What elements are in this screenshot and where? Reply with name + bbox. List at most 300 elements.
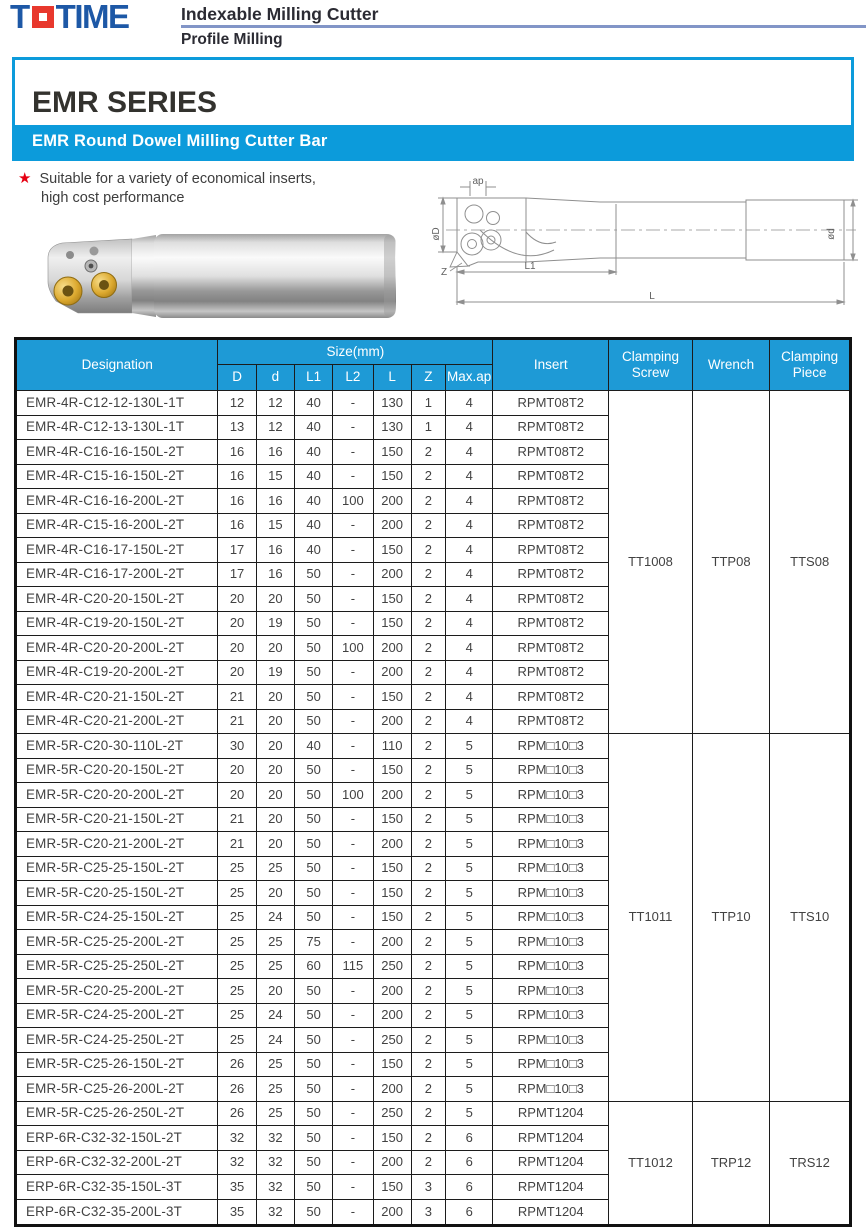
wrench-cell: TTP08 [692,391,770,734]
L-cell: 200 [373,489,411,514]
d-cell: 15 [256,513,294,538]
designation-cell: EMR-4R-C19-20-200L-2T [16,660,218,685]
Z-cell: 2 [411,562,445,587]
designation-cell: EMR-4R-C12-13-130L-1T [16,415,218,440]
designation-cell: EMR-5R-C25-25-250L-2T [16,954,218,979]
L1-cell: 50 [294,1199,332,1226]
D-cell: 20 [218,611,256,636]
d-cell: 20 [256,832,294,857]
D-cell: 30 [218,734,256,759]
logo-letters-time: TIME [55,0,129,35]
insert-cell: RPM□10□3 [493,758,609,783]
L2-cell: - [333,587,373,612]
L-cell: 200 [373,832,411,857]
L-cell: 200 [373,1150,411,1175]
col-Z: Z [411,365,445,391]
L-cell: 150 [373,905,411,930]
d-cell: 20 [256,881,294,906]
Z-cell: 2 [411,660,445,685]
d-cell: 16 [256,562,294,587]
designation-cell: EMR-4R-C15-16-150L-2T [16,464,218,489]
d-cell: 12 [256,415,294,440]
L-cell: 150 [373,1126,411,1151]
L2-cell: - [333,979,373,1004]
table-row [16,391,851,416]
L-cell: 250 [373,1028,411,1053]
maxap-cell: 4 [446,489,493,514]
Z-cell: 2 [411,587,445,612]
designation-cell: EMR-4R-C16-16-200L-2T [16,489,218,514]
D-cell: 20 [218,783,256,808]
designation-cell: EMR-5R-C20-30-110L-2T [16,734,218,759]
maxap-cell: 6 [446,1150,493,1175]
insert-cell: RPMT08T2 [493,660,609,685]
D-cell: 25 [218,1003,256,1028]
Z-cell: 2 [411,832,445,857]
brand-logo [10,0,129,34]
L2-cell: - [333,513,373,538]
Z-cell: 1 [411,391,445,416]
col-designation: Designation [16,339,218,391]
L2-cell: - [333,1077,373,1102]
feature-line1: Suitable for a variety of economical inserts, [39,171,316,187]
L2-cell: - [333,538,373,563]
D-cell: 16 [218,489,256,514]
L2-cell: - [333,611,373,636]
technical-drawing [430,174,862,314]
D-cell: 25 [218,979,256,1004]
col-d: d [256,365,294,391]
Z-cell: 2 [411,734,445,759]
insert-cell: RPMT08T2 [493,611,609,636]
designation-cell: EMR-4R-C20-21-150L-2T [16,685,218,710]
Z-cell: 2 [411,1101,445,1126]
designation-cell: ERP-6R-C32-35-150L-3T [16,1175,218,1200]
D-cell: 20 [218,660,256,685]
designation-cell: EMR-5R-C25-26-200L-2T [16,1077,218,1102]
wrench-cell: TRP12 [692,1101,770,1226]
D-cell: 20 [218,636,256,661]
L1-cell: 50 [294,685,332,710]
clamping-screw-cell: TT1011 [609,734,693,1102]
maxap-cell: 4 [446,709,493,734]
maxap-cell: 5 [446,905,493,930]
Z-cell: 2 [411,538,445,563]
L-cell: 200 [373,513,411,538]
L-cell: 250 [373,1101,411,1126]
L-cell: 200 [373,636,411,661]
series-banner [15,125,851,158]
insert-cell: RPM□10□3 [493,881,609,906]
D-cell: 26 [218,1077,256,1102]
L1-cell: 50 [294,832,332,857]
feature-line2: high cost performance [41,190,185,206]
L1-cell: 50 [294,562,332,587]
col-maxap: Max.ap [446,365,493,391]
L1-cell: 50 [294,807,332,832]
L2-cell: - [333,758,373,783]
designation-cell: EMR-4R-C20-20-200L-2T [16,636,218,661]
L2-cell: - [333,415,373,440]
d-cell: 32 [256,1199,294,1226]
L-cell: 150 [373,587,411,612]
designation-cell: EMR-4R-C16-17-150L-2T [16,538,218,563]
L2-cell: - [333,1126,373,1151]
insert-cell: RPMT08T2 [493,464,609,489]
L-cell: 200 [373,1077,411,1102]
D-cell: 26 [218,1101,256,1126]
D-cell: 21 [218,807,256,832]
L2-cell: - [333,930,373,955]
L1-cell: 50 [294,1003,332,1028]
d-cell: 20 [256,758,294,783]
catalog-subtitle: Profile Milling [181,31,283,48]
d-cell: 16 [256,440,294,465]
col-L: L [373,365,411,391]
d-cell: 25 [256,1101,294,1126]
Z-cell: 2 [411,464,445,489]
d-cell: 25 [256,856,294,881]
designation-cell: EMR-4R-C16-17-200L-2T [16,562,218,587]
L1-cell: 40 [294,464,332,489]
Z-cell: 2 [411,489,445,514]
Z-cell: 2 [411,954,445,979]
insert-cell: RPM□10□3 [493,954,609,979]
Z-cell: 2 [411,758,445,783]
Z-cell: 2 [411,1126,445,1151]
designation-cell: ERP-6R-C32-32-200L-2T [16,1150,218,1175]
L1-cell: 50 [294,1028,332,1053]
d-cell: 19 [256,660,294,685]
maxap-cell: 4 [446,440,493,465]
maxap-cell: 5 [446,930,493,955]
Z-cell: 2 [411,1052,445,1077]
D-cell: 35 [218,1175,256,1200]
L2-cell: - [333,440,373,465]
dim-l-label: L [649,291,655,302]
Z-cell: 2 [411,1150,445,1175]
maxap-cell: 5 [446,1052,493,1077]
maxap-cell: 6 [446,1199,493,1226]
feature-note [18,169,316,208]
col-insert: Insert [493,339,609,391]
insert-cell: RPMT08T2 [493,636,609,661]
Z-cell: 3 [411,1175,445,1200]
D-cell: 35 [218,1199,256,1226]
L2-cell: - [333,905,373,930]
L1-cell: 50 [294,1126,332,1151]
D-cell: 20 [218,587,256,612]
insert-cell: RPMT08T2 [493,685,609,710]
insert-cell: RPMT08T2 [493,538,609,563]
Z-cell: 2 [411,783,445,808]
Z-cell: 3 [411,1199,445,1226]
L-cell: 200 [373,1003,411,1028]
L-cell: 200 [373,660,411,685]
maxap-cell: 5 [446,1003,493,1028]
insert-cell: RPMT1204 [493,1101,609,1126]
maxap-cell: 4 [446,464,493,489]
Z-cell: 2 [411,636,445,661]
Z-cell: 2 [411,709,445,734]
L2-cell: 100 [333,489,373,514]
col-size-group: Size(mm) [218,339,493,365]
table-body [16,391,851,1226]
d-cell: 25 [256,954,294,979]
Z-cell: 2 [411,1028,445,1053]
L-cell: 150 [373,881,411,906]
d-cell: 15 [256,464,294,489]
Z-cell: 2 [411,807,445,832]
clamping-screw-cell: TT1012 [609,1101,693,1226]
designation-cell: EMR-5R-C20-21-150L-2T [16,807,218,832]
L1-cell: 50 [294,856,332,881]
L-cell: 150 [373,464,411,489]
spec-table [14,337,852,1227]
maxap-cell: 4 [446,391,493,416]
L1-cell: 50 [294,881,332,906]
Z-cell: 2 [411,440,445,465]
insert-cell: RPMT1204 [493,1150,609,1175]
L2-cell: - [333,832,373,857]
L-cell: 150 [373,538,411,563]
dim-z-label: Z [440,267,448,278]
insert-cell: RPMT08T2 [493,562,609,587]
L1-cell: 40 [294,513,332,538]
L1-cell: 40 [294,538,332,563]
maxap-cell: 4 [446,587,493,612]
D-cell: 32 [218,1126,256,1151]
product-photo [34,228,406,324]
Z-cell: 2 [411,881,445,906]
L1-cell: 40 [294,489,332,514]
L1-cell: 50 [294,1077,332,1102]
insert-cell: RPMT1204 [493,1126,609,1151]
designation-cell: EMR-4R-C12-12-130L-1T [16,391,218,416]
L-cell: 110 [373,734,411,759]
table-row [16,1101,851,1126]
designation-cell: ERP-6R-C32-32-150L-2T [16,1126,218,1151]
L1-cell: 50 [294,1175,332,1200]
L2-cell: 100 [333,783,373,808]
designation-cell: EMR-5R-C24-25-150L-2T [16,905,218,930]
L2-cell: - [333,1028,373,1053]
clamping-piece-cell: TRS12 [770,1101,851,1226]
L2-cell: - [333,1052,373,1077]
wrench-cell: TTP10 [692,734,770,1102]
insert-cell: RPMT08T2 [493,415,609,440]
L2-cell: - [333,734,373,759]
insert-cell: RPM□10□3 [493,905,609,930]
insert-cell: RPMT1204 [493,1175,609,1200]
d-cell: 24 [256,905,294,930]
D-cell: 12 [218,391,256,416]
insert-cell: RPM□10□3 [493,1077,609,1102]
D-cell: 25 [218,856,256,881]
Z-cell: 2 [411,611,445,636]
D-cell: 17 [218,538,256,563]
logo-letter-t: T [10,0,29,35]
col-wrench: Wrench [692,339,770,391]
insert-cell: RPMT08T2 [493,709,609,734]
clamping-piece-cell: TTS08 [770,391,851,734]
Z-cell: 2 [411,905,445,930]
d-cell: 24 [256,1028,294,1053]
maxap-cell: 5 [446,1077,493,1102]
insert-cell: RPMT08T2 [493,587,609,612]
dim-diaD-label: øD [431,227,442,241]
d-cell: 20 [256,636,294,661]
maxap-cell: 4 [446,611,493,636]
designation-cell: EMR-5R-C20-20-150L-2T [16,758,218,783]
L-cell: 130 [373,415,411,440]
Z-cell: 2 [411,1077,445,1102]
D-cell: 16 [218,440,256,465]
dim-l1-label: L1 [524,261,536,272]
designation-cell: EMR-4R-C19-20-150L-2T [16,611,218,636]
maxap-cell: 4 [446,513,493,538]
col-clamping-screw: Clamping Screw [609,339,693,391]
L1-cell: 75 [294,930,332,955]
d-cell: 32 [256,1150,294,1175]
maxap-cell: 4 [446,685,493,710]
designation-cell: EMR-5R-C25-25-200L-2T [16,930,218,955]
maxap-cell: 6 [446,1126,493,1151]
d-cell: 20 [256,709,294,734]
L-cell: 200 [373,930,411,955]
L2-cell: - [333,1101,373,1126]
L2-cell: - [333,562,373,587]
maxap-cell: 4 [446,562,493,587]
col-L2: L2 [333,365,373,391]
d-cell: 32 [256,1126,294,1151]
L2-cell: - [333,464,373,489]
L1-cell: 50 [294,1101,332,1126]
L1-cell: 50 [294,758,332,783]
L1-cell: 50 [294,709,332,734]
L2-cell: - [333,881,373,906]
L2-cell: - [333,1175,373,1200]
insert-cell: RPM□10□3 [493,807,609,832]
designation-cell: EMR-5R-C20-20-200L-2T [16,783,218,808]
L-cell: 200 [373,562,411,587]
D-cell: 25 [218,1028,256,1053]
series-title: EMR SERIES [32,86,218,119]
d-cell: 25 [256,1052,294,1077]
insert-cell: RPMT1204 [493,1199,609,1226]
L-cell: 150 [373,440,411,465]
series-banner-label: EMR Round Dowel Milling Cutter Bar [32,132,328,150]
d-cell: 25 [256,930,294,955]
d-cell: 19 [256,611,294,636]
designation-cell: EMR-5R-C25-26-150L-2T [16,1052,218,1077]
insert-cell: RPMT08T2 [493,391,609,416]
insert-cell: RPM□10□3 [493,1028,609,1053]
L2-cell: - [333,807,373,832]
maxap-cell: 4 [446,538,493,563]
D-cell: 25 [218,930,256,955]
clamping-screw-cell: TT1008 [609,391,693,734]
col-L1: L1 [294,365,332,391]
L2-cell: - [333,685,373,710]
Z-cell: 2 [411,1003,445,1028]
L2-cell: - [333,1199,373,1226]
L1-cell: 50 [294,1052,332,1077]
insert-cell: RPM□10□3 [493,783,609,808]
insert-cell: RPMT08T2 [493,489,609,514]
insert-cell: RPM□10□3 [493,856,609,881]
insert-cell: RPM□10□3 [493,734,609,759]
L2-cell: - [333,856,373,881]
designation-cell: EMR-5R-C25-25-150L-2T [16,856,218,881]
logo-red-square-o-icon [32,6,54,28]
L1-cell: 50 [294,636,332,661]
d-cell: 20 [256,734,294,759]
D-cell: 21 [218,709,256,734]
maxap-cell: 5 [446,734,493,759]
L-cell: 200 [373,709,411,734]
maxap-cell: 5 [446,807,493,832]
insert-cell: RPMT08T2 [493,513,609,538]
designation-cell: EMR-4R-C20-21-200L-2T [16,709,218,734]
L1-cell: 50 [294,979,332,1004]
L1-cell: 40 [294,391,332,416]
L-cell: 200 [373,979,411,1004]
catalog-title: Indexable Milling Cutter [181,4,379,24]
designation-cell: EMR-4R-C16-16-150L-2T [16,440,218,465]
Z-cell: 1 [411,415,445,440]
L-cell: 150 [373,807,411,832]
dim-diad-label: ød [826,228,837,240]
clamping-piece-cell: TTS10 [770,734,851,1102]
Z-cell: 2 [411,930,445,955]
d-cell: 16 [256,489,294,514]
D-cell: 26 [218,1052,256,1077]
D-cell: 16 [218,464,256,489]
maxap-cell: 5 [446,832,493,857]
L-cell: 200 [373,1199,411,1226]
designation-cell: EMR-5R-C20-25-150L-2T [16,881,218,906]
table-header [16,339,851,391]
d-cell: 12 [256,391,294,416]
designation-cell: EMR-5R-C24-25-200L-2T [16,1003,218,1028]
L1-cell: 50 [294,783,332,808]
L1-cell: 50 [294,660,332,685]
d-cell: 32 [256,1175,294,1200]
maxap-cell: 5 [446,1028,493,1053]
col-clamping-piece: Clamping Piece [770,339,851,391]
L1-cell: 40 [294,734,332,759]
D-cell: 25 [218,954,256,979]
L-cell: 150 [373,758,411,783]
designation-cell: EMR-4R-C15-16-200L-2T [16,513,218,538]
d-cell: 20 [256,685,294,710]
d-cell: 20 [256,587,294,612]
designation-cell: EMR-4R-C20-20-150L-2T [16,587,218,612]
designation-cell: EMR-5R-C24-25-250L-2T [16,1028,218,1053]
Z-cell: 2 [411,513,445,538]
maxap-cell: 5 [446,954,493,979]
D-cell: 32 [218,1150,256,1175]
L-cell: 250 [373,954,411,979]
D-cell: 21 [218,832,256,857]
L2-cell: - [333,660,373,685]
L2-cell: 115 [333,954,373,979]
insert-cell: RPMT08T2 [493,440,609,465]
series-box [12,57,854,161]
insert-cell: RPM□10□3 [493,832,609,857]
L-cell: 150 [373,856,411,881]
